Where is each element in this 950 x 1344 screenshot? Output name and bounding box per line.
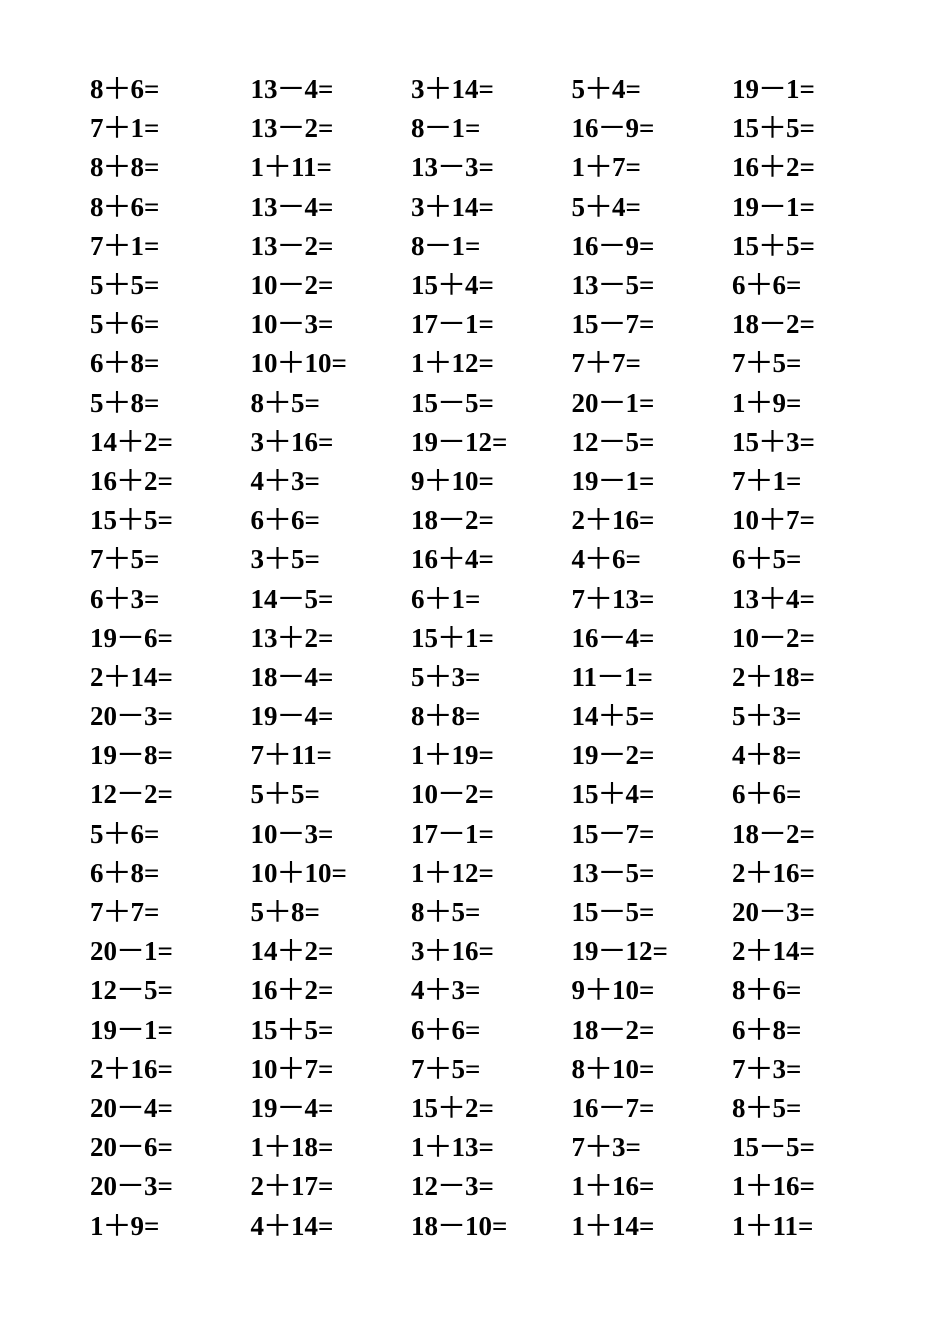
math-problem: 17－1= <box>411 818 494 849</box>
math-problem: 2＋18= <box>732 661 815 692</box>
math-problem: 10＋10= <box>250 857 347 888</box>
math-problem: 15＋5= <box>250 1014 334 1045</box>
math-problem: 5＋5= <box>90 270 160 301</box>
math-problem: 15＋3= <box>732 426 815 457</box>
math-problem: 18－4= <box>250 661 334 692</box>
math-problem: 2＋17= <box>250 1171 334 1202</box>
math-problem: 10－2= <box>732 622 815 653</box>
math-problem: 1＋18= <box>250 1132 334 1163</box>
math-problem: 1＋7= <box>571 152 641 183</box>
math-problem: 4＋3= <box>250 465 320 496</box>
math-problem: 6＋6= <box>732 270 802 301</box>
math-problem: 6＋6= <box>732 779 802 810</box>
math-problem: 7＋1= <box>90 230 160 261</box>
math-problem: 15－7= <box>571 818 655 849</box>
math-problem: 9＋10= <box>411 465 494 496</box>
math-problem: 13－4= <box>250 74 334 105</box>
math-problem: 15＋5= <box>732 113 815 144</box>
problem-row <box>90 772 890 811</box>
math-problem: 10－2= <box>411 779 494 810</box>
math-problem: 15＋2= <box>411 1092 494 1123</box>
math-problem: 8＋5= <box>250 387 320 418</box>
math-problem: 10－3= <box>250 818 334 849</box>
math-problem: 7＋5= <box>732 348 802 379</box>
problem-row <box>90 341 890 380</box>
math-problem: 15＋5= <box>90 505 173 536</box>
math-problem: 5＋6= <box>90 309 160 340</box>
math-problem: 13－2= <box>250 113 334 144</box>
math-problem: 7＋7= <box>90 897 160 928</box>
math-problem: 19－6= <box>90 622 173 653</box>
math-problem: 19－2= <box>571 740 655 771</box>
math-problem: 2＋14= <box>732 936 815 967</box>
math-problem: 7＋5= <box>90 544 160 575</box>
math-problem: 5＋3= <box>732 701 802 732</box>
math-problem: 16＋4= <box>411 544 494 575</box>
math-problem: 20－4= <box>90 1092 173 1123</box>
math-problem: 7＋13= <box>571 583 655 614</box>
math-problem: 17－1= <box>411 309 494 340</box>
math-problem: 20－1= <box>571 387 655 418</box>
math-problem: 8＋5= <box>411 897 481 928</box>
math-problem: 5＋8= <box>90 387 160 418</box>
math-problem: 6＋8= <box>732 1014 802 1045</box>
math-problem: 19－1= <box>732 74 815 105</box>
problem-row <box>90 185 890 224</box>
math-problem: 6＋6= <box>250 505 320 536</box>
math-problem: 11－1= <box>571 661 653 692</box>
problem-row <box>90 694 890 733</box>
math-problem: 18－2= <box>411 505 494 536</box>
problem-row <box>90 1125 890 1164</box>
math-problem: 20－6= <box>90 1132 173 1163</box>
math-problem: 1＋12= <box>411 857 494 888</box>
math-problem: 13＋4= <box>732 583 815 614</box>
math-problem: 3＋16= <box>250 426 334 457</box>
math-problem: 18－10= <box>411 1210 508 1241</box>
math-problem: 9＋10= <box>571 975 655 1006</box>
math-problem: 7＋7= <box>571 348 641 379</box>
math-problem: 7＋1= <box>732 465 802 496</box>
math-problem: 19－1= <box>90 1014 173 1045</box>
math-problem: 2＋16= <box>90 1053 173 1084</box>
math-problem: 3＋14= <box>411 74 494 105</box>
math-problem: 2＋16= <box>571 505 655 536</box>
math-problem: 15－5= <box>732 1132 815 1163</box>
math-problem: 19－1= <box>571 465 655 496</box>
math-problem: 7＋1= <box>90 113 160 144</box>
math-problem: 8＋8= <box>90 152 160 183</box>
math-problem: 6＋8= <box>90 857 160 888</box>
math-problem: 12－2= <box>90 779 173 810</box>
problem-row <box>90 67 890 106</box>
math-problem: 14＋5= <box>571 701 655 732</box>
math-problem: 15＋5= <box>732 230 815 261</box>
math-problem: 4＋3= <box>411 975 481 1006</box>
math-problem: 2＋14= <box>90 661 173 692</box>
math-problem: 8＋10= <box>571 1053 655 1084</box>
math-problem: 18－2= <box>732 818 815 849</box>
math-problem: 15＋1= <box>411 622 494 653</box>
math-problem: 19－8= <box>90 740 173 771</box>
math-problem: 13＋2= <box>250 622 334 653</box>
math-problem: 1＋16= <box>571 1171 655 1202</box>
math-problem: 14＋2= <box>90 426 173 457</box>
problem-row <box>90 968 890 1007</box>
math-problem: 16－9= <box>571 230 655 261</box>
problem-row <box>90 537 890 576</box>
math-problem: 7＋11= <box>250 740 332 771</box>
arithmetic-worksheet <box>90 67 890 1243</box>
math-problem: 4＋14= <box>250 1210 334 1241</box>
math-problem: 6＋8= <box>90 348 160 379</box>
problem-row <box>90 1086 890 1125</box>
problem-row <box>90 1203 890 1242</box>
math-problem: 1＋11= <box>732 1210 814 1241</box>
math-problem: 4＋6= <box>571 544 641 575</box>
math-problem: 19－4= <box>250 1092 334 1123</box>
math-problem: 12－5= <box>90 975 173 1006</box>
problem-row <box>90 498 890 537</box>
math-problem: 12－5= <box>571 426 655 457</box>
math-problem: 16＋2= <box>90 465 173 496</box>
math-problem: 20－3= <box>732 897 815 928</box>
math-problem: 18－2= <box>571 1014 655 1045</box>
math-problem: 16－4= <box>571 622 655 653</box>
math-problem: 1＋16= <box>732 1171 815 1202</box>
math-problem: 3＋14= <box>411 191 494 222</box>
math-problem: 13－5= <box>571 857 655 888</box>
problem-row <box>90 263 890 302</box>
math-problem: 4＋8= <box>732 740 802 771</box>
math-problem: 19－4= <box>250 701 334 732</box>
math-problem: 7＋3= <box>571 1132 641 1163</box>
math-problem: 8－1= <box>411 113 481 144</box>
math-problem: 3＋5= <box>250 544 320 575</box>
math-problem: 15－7= <box>571 309 655 340</box>
problem-row <box>90 655 890 694</box>
math-problem: 15－5= <box>411 387 494 418</box>
math-problem: 7＋3= <box>732 1053 802 1084</box>
problem-row <box>90 1164 890 1203</box>
math-problem: 13－5= <box>571 270 655 301</box>
math-problem: 18－2= <box>732 309 815 340</box>
math-problem: 16－7= <box>571 1092 655 1123</box>
math-problem: 8＋6= <box>732 975 802 1006</box>
math-problem: 13－2= <box>250 230 334 261</box>
math-problem: 8＋5= <box>732 1092 802 1123</box>
math-problem: 10＋10= <box>250 348 347 379</box>
problem-row <box>90 890 890 929</box>
math-problem: 5＋5= <box>250 779 320 810</box>
math-problem: 5＋6= <box>90 818 160 849</box>
math-problem: 19－12= <box>571 936 668 967</box>
math-problem: 5＋4= <box>571 74 641 105</box>
math-problem: 13－4= <box>250 191 334 222</box>
math-problem: 8＋8= <box>411 701 481 732</box>
problem-row <box>90 733 890 772</box>
math-problem: 1＋9= <box>90 1210 160 1241</box>
problem-row <box>90 812 890 851</box>
math-problem: 1＋9= <box>732 387 802 418</box>
math-problem: 13－3= <box>411 152 494 183</box>
math-problem: 6＋3= <box>90 583 160 614</box>
math-problem: 15＋4= <box>571 779 655 810</box>
math-problem: 8－1= <box>411 230 481 261</box>
math-problem: 1＋13= <box>411 1132 494 1163</box>
problem-row <box>90 106 890 145</box>
math-problem: 12－3= <box>411 1171 494 1202</box>
math-problem: 6＋6= <box>411 1014 481 1045</box>
math-problem: 15－5= <box>571 897 655 928</box>
problem-row <box>90 929 890 968</box>
math-problem: 14＋2= <box>250 936 334 967</box>
math-problem: 7＋5= <box>411 1053 481 1084</box>
math-problem: 14－5= <box>250 583 334 614</box>
problem-row <box>90 459 890 498</box>
math-problem: 10－2= <box>250 270 334 301</box>
problem-row <box>90 420 890 459</box>
problem-row <box>90 576 890 615</box>
math-problem: 10－3= <box>250 309 334 340</box>
math-problem: 16＋2= <box>732 152 815 183</box>
math-problem: 5＋4= <box>571 191 641 222</box>
math-problem: 20－3= <box>90 1171 173 1202</box>
problem-row <box>90 381 890 420</box>
math-problem: 2＋16= <box>732 857 815 888</box>
math-problem: 10＋7= <box>250 1053 334 1084</box>
math-problem: 1＋11= <box>250 152 332 183</box>
problem-row <box>90 851 890 890</box>
problem-row <box>90 145 890 184</box>
math-problem: 1＋14= <box>571 1210 655 1241</box>
math-problem: 3＋16= <box>411 936 494 967</box>
math-problem: 16＋2= <box>250 975 334 1006</box>
math-problem: 1＋12= <box>411 348 494 379</box>
math-problem: 10＋7= <box>732 505 815 536</box>
math-problem: 20－1= <box>90 936 173 967</box>
problem-row <box>90 1008 890 1047</box>
math-problem: 6＋5= <box>732 544 802 575</box>
math-problem: 19－1= <box>732 191 815 222</box>
problem-row <box>90 616 890 655</box>
math-problem: 5＋3= <box>411 661 481 692</box>
math-problem: 6＋1= <box>411 583 481 614</box>
math-problem: 8＋6= <box>90 191 160 222</box>
math-problem: 8＋6= <box>90 74 160 105</box>
problem-row <box>90 224 890 263</box>
math-problem: 1＋19= <box>411 740 494 771</box>
problem-row <box>90 302 890 341</box>
math-problem: 15＋4= <box>411 270 494 301</box>
math-problem: 19－12= <box>411 426 508 457</box>
math-problem: 5＋8= <box>250 897 320 928</box>
problem-row <box>90 1047 890 1086</box>
math-problem: 20－3= <box>90 701 173 732</box>
math-problem: 16－9= <box>571 113 655 144</box>
